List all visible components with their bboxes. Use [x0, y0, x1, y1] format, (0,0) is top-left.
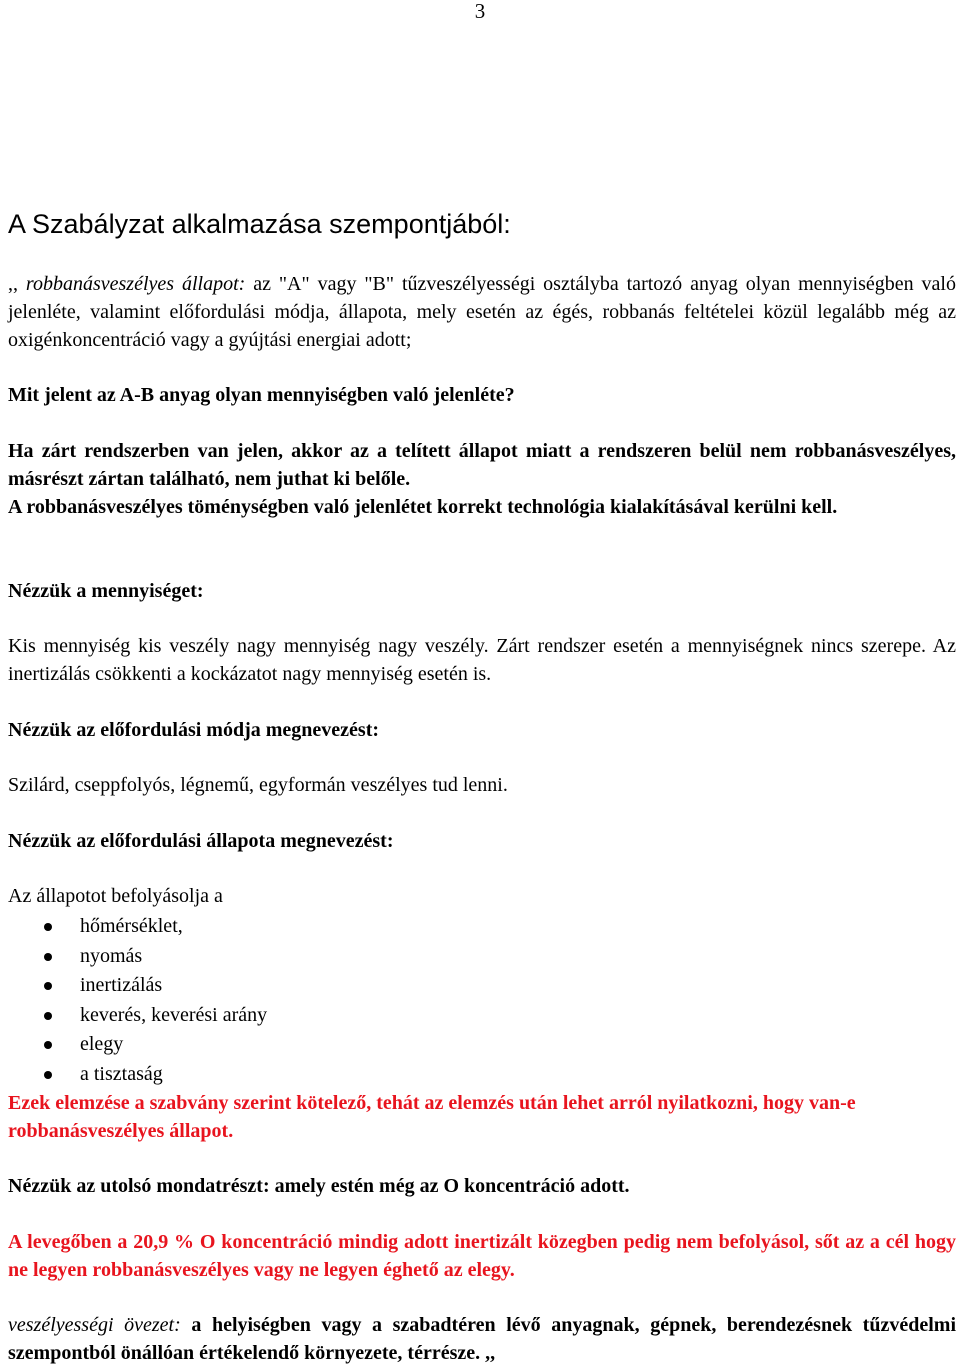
- list-item: [8, 971, 267, 1001]
- section-quantity-text: Kis mennyiség kis veszély nagy mennyiség nagy veszély. Zárt rendszer esetén a mennyiségnek nincs szerepe. Az inertizálás csökkenti a kockázatot nagy mennyiség esetén is.: [8, 635, 956, 685]
- section-mode-text: Szilárd, cseppfolyós, légnemű, egyformán veszélyes tud lenni.: [8, 774, 508, 796]
- list-item-label: keverés, keverési arány: [80, 1003, 268, 1026]
- bullet-icon: [44, 1041, 52, 1049]
- definition-explosive-state: [8, 270, 956, 354]
- list-item: [8, 1060, 267, 1090]
- list-item-label: nyomás: [80, 944, 143, 967]
- list-item-label: inertizálás: [80, 974, 163, 997]
- answer-technology: A robbanásveszélyes töménységben való jelenlétet korrekt technológia kialakításával kerülni kell.: [8, 496, 838, 518]
- bullet-icon: [44, 1012, 52, 1020]
- section-mode-title: Nézzük az előfordulási módja megnevezést:: [8, 719, 380, 741]
- list-item-label: hőmérséklet,: [80, 915, 183, 937]
- list-item: [8, 1030, 267, 1060]
- list-item-label: a tisztaság: [80, 1062, 163, 1085]
- list-item: [8, 1001, 267, 1031]
- page-number: 3: [474, 0, 486, 23]
- section-quantity-title: Nézzük a mennyiséget:: [8, 580, 204, 602]
- answer-closed-system: Ha zárt rendszerben van jelen, akkor az a telített állapot miatt a rendszeren belül nem robbanásveszélyes, másrészt zártan található, nem juthat ki belőle.: [8, 440, 956, 490]
- page-title: A Szabályzat alkalmazása szempontjából:: [8, 209, 511, 239]
- red-note-analysis: Ezek elemzése a szabvány szerint kötelező, tehát az elemzés után lehet arról nyilatkozni, hogy van-e robbanásveszélyes állapot.: [8, 1092, 856, 1142]
- section-state-intro: Az állapotot befolyásolja a: [8, 885, 223, 907]
- bullet-icon: [44, 953, 52, 961]
- bullet-icon: [44, 923, 52, 931]
- section-state-title: Nézzük az előfordulási állapota megnevezést:: [8, 830, 394, 852]
- definition-term: robbanásveszélyes állapot:: [25, 273, 246, 295]
- open-quote: ,,: [8, 273, 26, 295]
- definition-hazard-zone: [8, 1311, 956, 1367]
- section-last-title: Nézzük az utolsó mondatrészt: amely estén még az O koncentráció adott.: [8, 1175, 630, 1197]
- list-item: [8, 942, 267, 972]
- bullet-icon: [44, 1071, 52, 1079]
- bullet-icon: [44, 982, 52, 990]
- question-ab-presence: Mit jelent az A-B anyag olyan mennyiségben való jelenléte?: [8, 384, 515, 406]
- list-item: [8, 912, 267, 942]
- definition-text: a helyiségben vagy a szabadtéren lévő anyagnak, gépnek, berendezésnek tűzvédelmi szempontból önállóan értékelendő környezete, térrésze. ,,: [8, 1314, 956, 1364]
- state-factor-list: [8, 912, 267, 1090]
- red-note-oxygen: A levegőben a 20,9 % O koncentráció mindig adott inertizált közegben pedig nem befolyásol, sőt az a cél hogy ne legyen robbanásveszélyes vagy ne legyen éghető az elegy.: [8, 1231, 956, 1281]
- list-item-label: elegy: [80, 1033, 124, 1056]
- definition-term: veszélyességi övezet:: [8, 1314, 181, 1336]
- definition-text: az "A" vagy "B" tűzveszélyességi osztályba tartozó anyag olyan mennyiségben való jelenléte, valamint előfordulási módja, állapota, mely esetén az égés, robbanás feltételei közül legalább még az oxigénkoncentráció vagy a gyújtási energiai adott;: [8, 273, 956, 351]
